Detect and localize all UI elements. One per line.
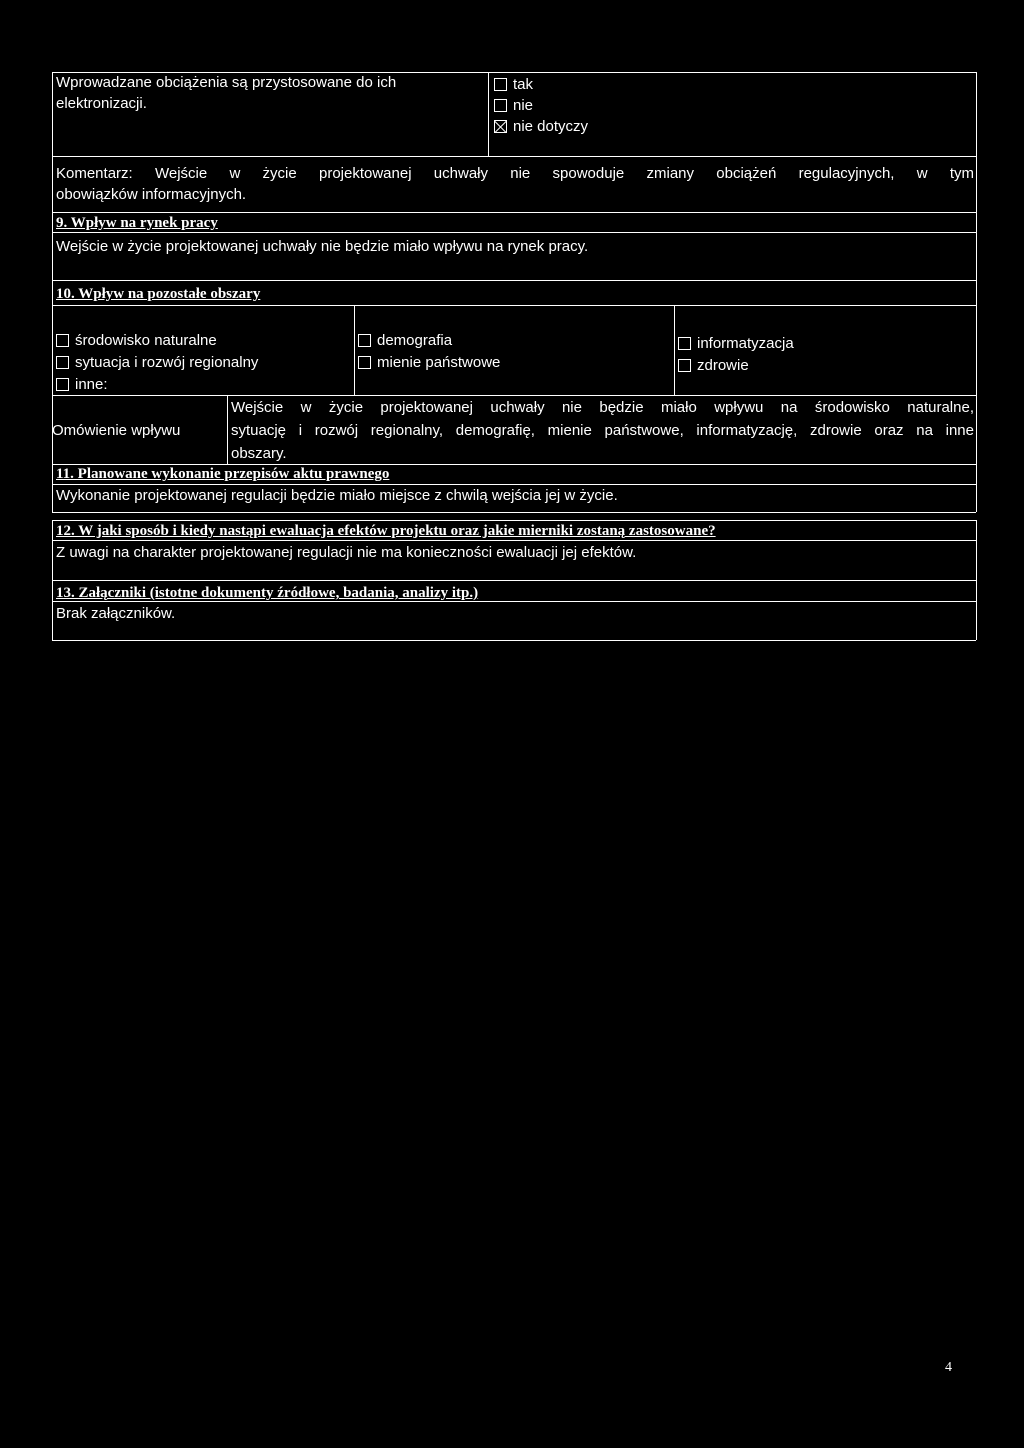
table-border <box>52 580 53 640</box>
checkbox-label: zdrowie <box>697 357 749 374</box>
checkbox-icon[interactable] <box>678 337 691 350</box>
column-divider <box>674 305 675 395</box>
checkbox-label: informatyzacja <box>697 335 794 352</box>
checkbox-option-nie-dotyczy[interactable] <box>494 116 588 137</box>
checkbox-option-tak[interactable] <box>494 74 533 95</box>
row-divider <box>52 395 976 396</box>
checked-checkbox-icon[interactable] <box>494 120 507 133</box>
section-11-text: Wykonanie projektowanej regulacji będzie miało miejsce z chwilą wejścia jej w życie. <box>56 487 618 504</box>
table-border <box>976 464 977 512</box>
table-border <box>52 464 53 512</box>
section-heading-12: 12. W jaki sposób i kiedy nastąpi ewaluacja efektów projektu oraz jakie mierniki zostaną zastosowane? <box>56 523 716 539</box>
row-divider <box>52 512 976 513</box>
table-border <box>976 280 977 464</box>
checkbox-label: inne: <box>75 376 108 393</box>
section-heading-13: 13. Załączniki (istotne dokumenty źródłowe, badania, analizy itp.) <box>56 585 479 601</box>
checkbox-option-srodowisko[interactable] <box>56 330 217 351</box>
comment-text: obowiązków informacyjnych. <box>56 186 247 203</box>
row-divider <box>52 520 976 521</box>
checkbox-label: mienie państwowe <box>377 354 501 371</box>
checkbox-label: demografia <box>377 332 453 349</box>
checkbox-icon[interactable] <box>56 378 69 391</box>
checkbox-icon[interactable] <box>678 359 691 372</box>
comment-text: Komentarz: Wejście w życie projektowanej uchwały nie spowoduje zmiany obciążeń regulacyjnych, w tym <box>56 165 974 182</box>
checkbox-label: nie dotyczy <box>513 118 589 135</box>
checkbox-option-mienie[interactable] <box>358 352 500 373</box>
checkbox-option-informatyzacja[interactable] <box>678 333 794 354</box>
table-border <box>976 72 977 240</box>
column-divider <box>354 305 355 395</box>
row-divider <box>52 232 976 233</box>
row-divider <box>52 305 976 306</box>
row-divider <box>52 580 976 581</box>
row-divider <box>52 601 976 602</box>
checkbox-label: środowisko naturalne <box>75 332 217 349</box>
checkbox-icon[interactable] <box>494 99 507 112</box>
row-divider <box>52 280 976 281</box>
section-heading-9: 9. Wpływ na rynek pracy <box>56 215 218 231</box>
row-divider <box>52 212 976 213</box>
section-heading-10: 10. Wpływ na pozostałe obszary <box>56 286 261 302</box>
checkbox-label: sytuacja i rozwój regionalny <box>75 354 259 371</box>
checkbox-icon[interactable] <box>56 334 69 347</box>
table-border <box>976 520 977 580</box>
checkbox-icon[interactable] <box>358 356 371 369</box>
table-border <box>52 240 53 280</box>
checkbox-icon[interactable] <box>358 334 371 347</box>
checkbox-label: tak <box>513 76 534 93</box>
checkbox-option-nie[interactable] <box>494 95 533 116</box>
checkbox-option-demografia[interactable] <box>358 330 452 351</box>
checkbox-label: nie <box>513 97 534 114</box>
table-border <box>52 640 976 641</box>
question-text: Wprowadzane obciążenia są przystosowane do ich <box>56 74 397 91</box>
table-border <box>976 240 977 280</box>
checkbox-icon[interactable] <box>56 356 69 369</box>
column-divider <box>488 72 489 156</box>
checkbox-option-zdrowie[interactable] <box>678 355 749 376</box>
checkbox-icon[interactable] <box>494 78 507 91</box>
section-9-text: Wejście w życie projektowanej uchwały nie będzie miało wpływu na rynek pracy. <box>56 238 589 255</box>
checkbox-option-sytuacja[interactable] <box>56 352 258 373</box>
impact-text: Wejście w życie projektowanej uchwały nie będzie miało wpływu na środowisko naturalne, <box>231 399 974 416</box>
row-divider <box>52 156 976 157</box>
impact-text: obszary. <box>231 445 287 462</box>
row-divider <box>52 540 976 541</box>
section-13-text: Brak załączników. <box>56 605 176 622</box>
section-12-text: Z uwagi na charakter projektowanej regulacji nie ma konieczności ewaluacji jej efektów. <box>56 544 637 561</box>
checkbox-option-inne[interactable] <box>56 374 108 395</box>
column-divider <box>227 395 228 464</box>
page-number: 4 <box>945 1360 952 1375</box>
section-heading-11: 11. Planowane wykonanie przepisów aktu prawnego <box>56 466 390 482</box>
table-border <box>52 520 53 580</box>
question-text: elektronizacji. <box>56 95 147 112</box>
impact-label: Omówienie wpływu <box>52 422 181 439</box>
impact-text: sytuację i rozwój regionalny, demografię, mienie państwowe, informatyzację, zdrowie oraz na inne <box>231 422 974 439</box>
table-border <box>976 580 977 640</box>
